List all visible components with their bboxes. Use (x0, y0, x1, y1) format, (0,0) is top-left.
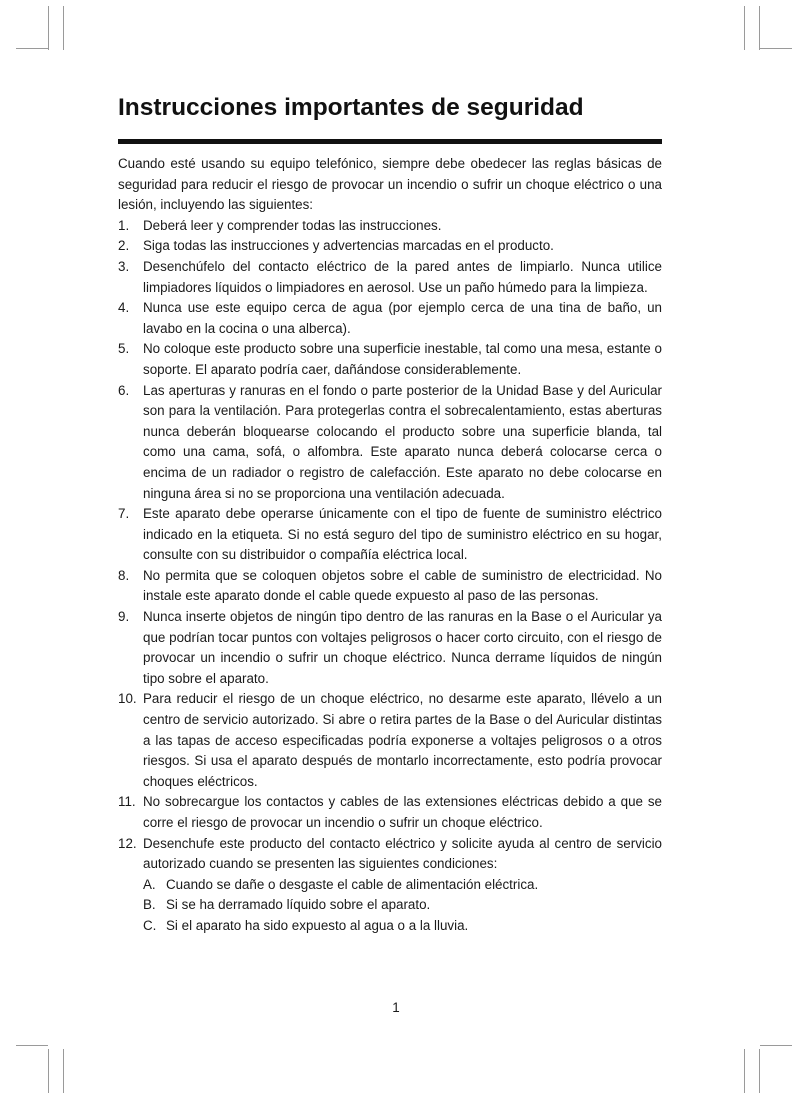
sub-item-text: Si se ha derramado líquido sobre el aparato. (166, 897, 431, 913)
list-item (118, 381, 662, 505)
crop-mark (63, 6, 64, 50)
item-number: 8. (118, 567, 130, 583)
item-text: No sobrecargue los contactos y cables de las extensiones eléctricas debido a que se corre el riesgo de provocar un incendio o sufrir un choque eléctrico. (143, 794, 662, 830)
sub-list-item (143, 875, 662, 896)
item-text: Desenchufe este producto del contacto eléctrico y solicite ayuda al centro de servicio autorizado cuando se presenten las siguientes condiciones: (143, 835, 662, 872)
list-item (118, 216, 662, 237)
item-text: Deberá leer y comprender todas las instrucciones. (143, 217, 442, 233)
crop-mark (48, 1049, 49, 1093)
item-text: Este aparato debe operarse únicamente con el tipo de fuente de suministro eléctrico indicado en la etiqueta. Si no está seguro del tipo de suministro eléctrico en su hogar, consulte con su distribuidor o compañía eléctrica local. (143, 506, 662, 563)
item-number: 3. (118, 258, 130, 274)
item-number: 10. (118, 691, 137, 707)
intro-paragraph: Cuando esté usando su equipo telefónico, siempre debe obedecer las reglas básicas de seguridad para reducir el riesgo de provocar un incendio o sufrir un choque eléctrico o una lesión, incluyendo las siguientes: (118, 156, 662, 213)
crop-mark (16, 1045, 48, 1046)
item-number: 6. (118, 382, 130, 398)
list-item (118, 339, 662, 380)
list-item (118, 689, 662, 792)
sub-item-letter: A. (143, 876, 156, 892)
sub-item-text: Si el aparato ha sido expuesto al agua o a la lluvia. (166, 917, 469, 933)
instruction-list (118, 216, 662, 937)
crop-mark (760, 48, 792, 49)
item-text: No coloque este producto sobre una superficie inestable, tal como una mesa, estante o soporte. El aparato podría caer, dañándose considerablemente. (143, 341, 662, 377)
sub-item-letter: C. (143, 917, 157, 933)
title-underline (118, 139, 662, 144)
item-number: 9. (118, 609, 130, 625)
page-title: Instrucciones importantes de seguridad (118, 94, 584, 121)
item-text: Nunca inserte objetos de ningún tipo dentro de las ranuras en la Base o el Auricular ya que podrían tocar puntos con voltajes peligrosos o hacer corto circuito, con el riesgo de provocar un incendio o sufrir un choque eléctrico. Nunca derrame líquidos de ningún tipo sobre el aparato. (143, 609, 662, 686)
crop-mark (48, 6, 49, 50)
item-number: 1. (118, 217, 130, 233)
sub-item-text: Cuando se dañe o desgaste el cable de alimentación eléctrica. (166, 876, 539, 892)
item-text: Desenchúfelo del contacto eléctrico de la pared antes de limpiarlo. Nunca utilice limpiadores líquidos o limpiadores en aerosol. Use un paño húmedo para la limpieza. (143, 258, 662, 295)
crop-mark (744, 1049, 745, 1093)
sub-item-letter: B. (143, 897, 156, 913)
crop-mark (760, 1045, 792, 1046)
item-text: Para reducir el riesgo de un choque eléctrico, no desarme este aparato, llévelo a un centro de servicio autorizado. Si abre o retira partes de la Base o del Auricular distintas a las tapas de acceso especificadas podría exponerse a voltajes peligrosos o a otros riesgos. Si usa el aparato después de montarlo incorrectamente, esto podría provocar choques eléctricos. (143, 691, 662, 789)
item-text: Siga todas las instrucciones y advertencias marcadas en el producto. (143, 238, 554, 254)
list-item (118, 236, 662, 257)
item-number: 2. (118, 238, 130, 254)
crop-mark (759, 1049, 760, 1093)
crop-mark (63, 1049, 64, 1093)
item-text: No permita que se coloquen objetos sobre el cable de suministro de electricidad. No instale este aparato donde el cable quede expuesto al paso de las personas. (143, 567, 662, 604)
item-text: Las aperturas y ranuras en el fondo o parte posterior de la Unidad Base y del Auricular son para la ventilación. Para protegerlas contra el sobrecalentamiento, estas aberturas nunca deberán bloquearse colocando el producto sobre una superficie blanda, tal como una cama, sofá, o alfombra. Este aparato nunca deberá colocarse cerca o encima de un radiador o registro de calefacción. Este aparato no debe colocarse en ninguna área si no se proporciona una ventilación adecuada. (143, 382, 662, 501)
item-text: Nunca use este equipo cerca de agua (por ejemplo cerca de una tina de baño, un lavabo en la cocina o una alberca). (143, 300, 662, 336)
list-item (118, 566, 662, 607)
item-number: 5. (118, 341, 130, 357)
list-item (118, 504, 662, 566)
item-number: 7. (118, 506, 130, 522)
crop-mark (16, 48, 48, 49)
list-item (118, 257, 662, 298)
list-item (118, 607, 662, 689)
item-number: 4. (118, 300, 130, 316)
list-item (118, 298, 662, 339)
crop-mark (744, 6, 745, 50)
sub-list-item (143, 895, 662, 916)
list-item (118, 834, 662, 937)
list-item (118, 792, 662, 833)
condition-list (143, 875, 662, 937)
page-number: 1 (392, 1000, 400, 1015)
item-number: 11. (118, 794, 136, 810)
sub-list-item (143, 916, 662, 937)
item-number: 12. (118, 835, 137, 851)
safety-instructions (118, 154, 662, 937)
crop-mark (759, 6, 760, 50)
